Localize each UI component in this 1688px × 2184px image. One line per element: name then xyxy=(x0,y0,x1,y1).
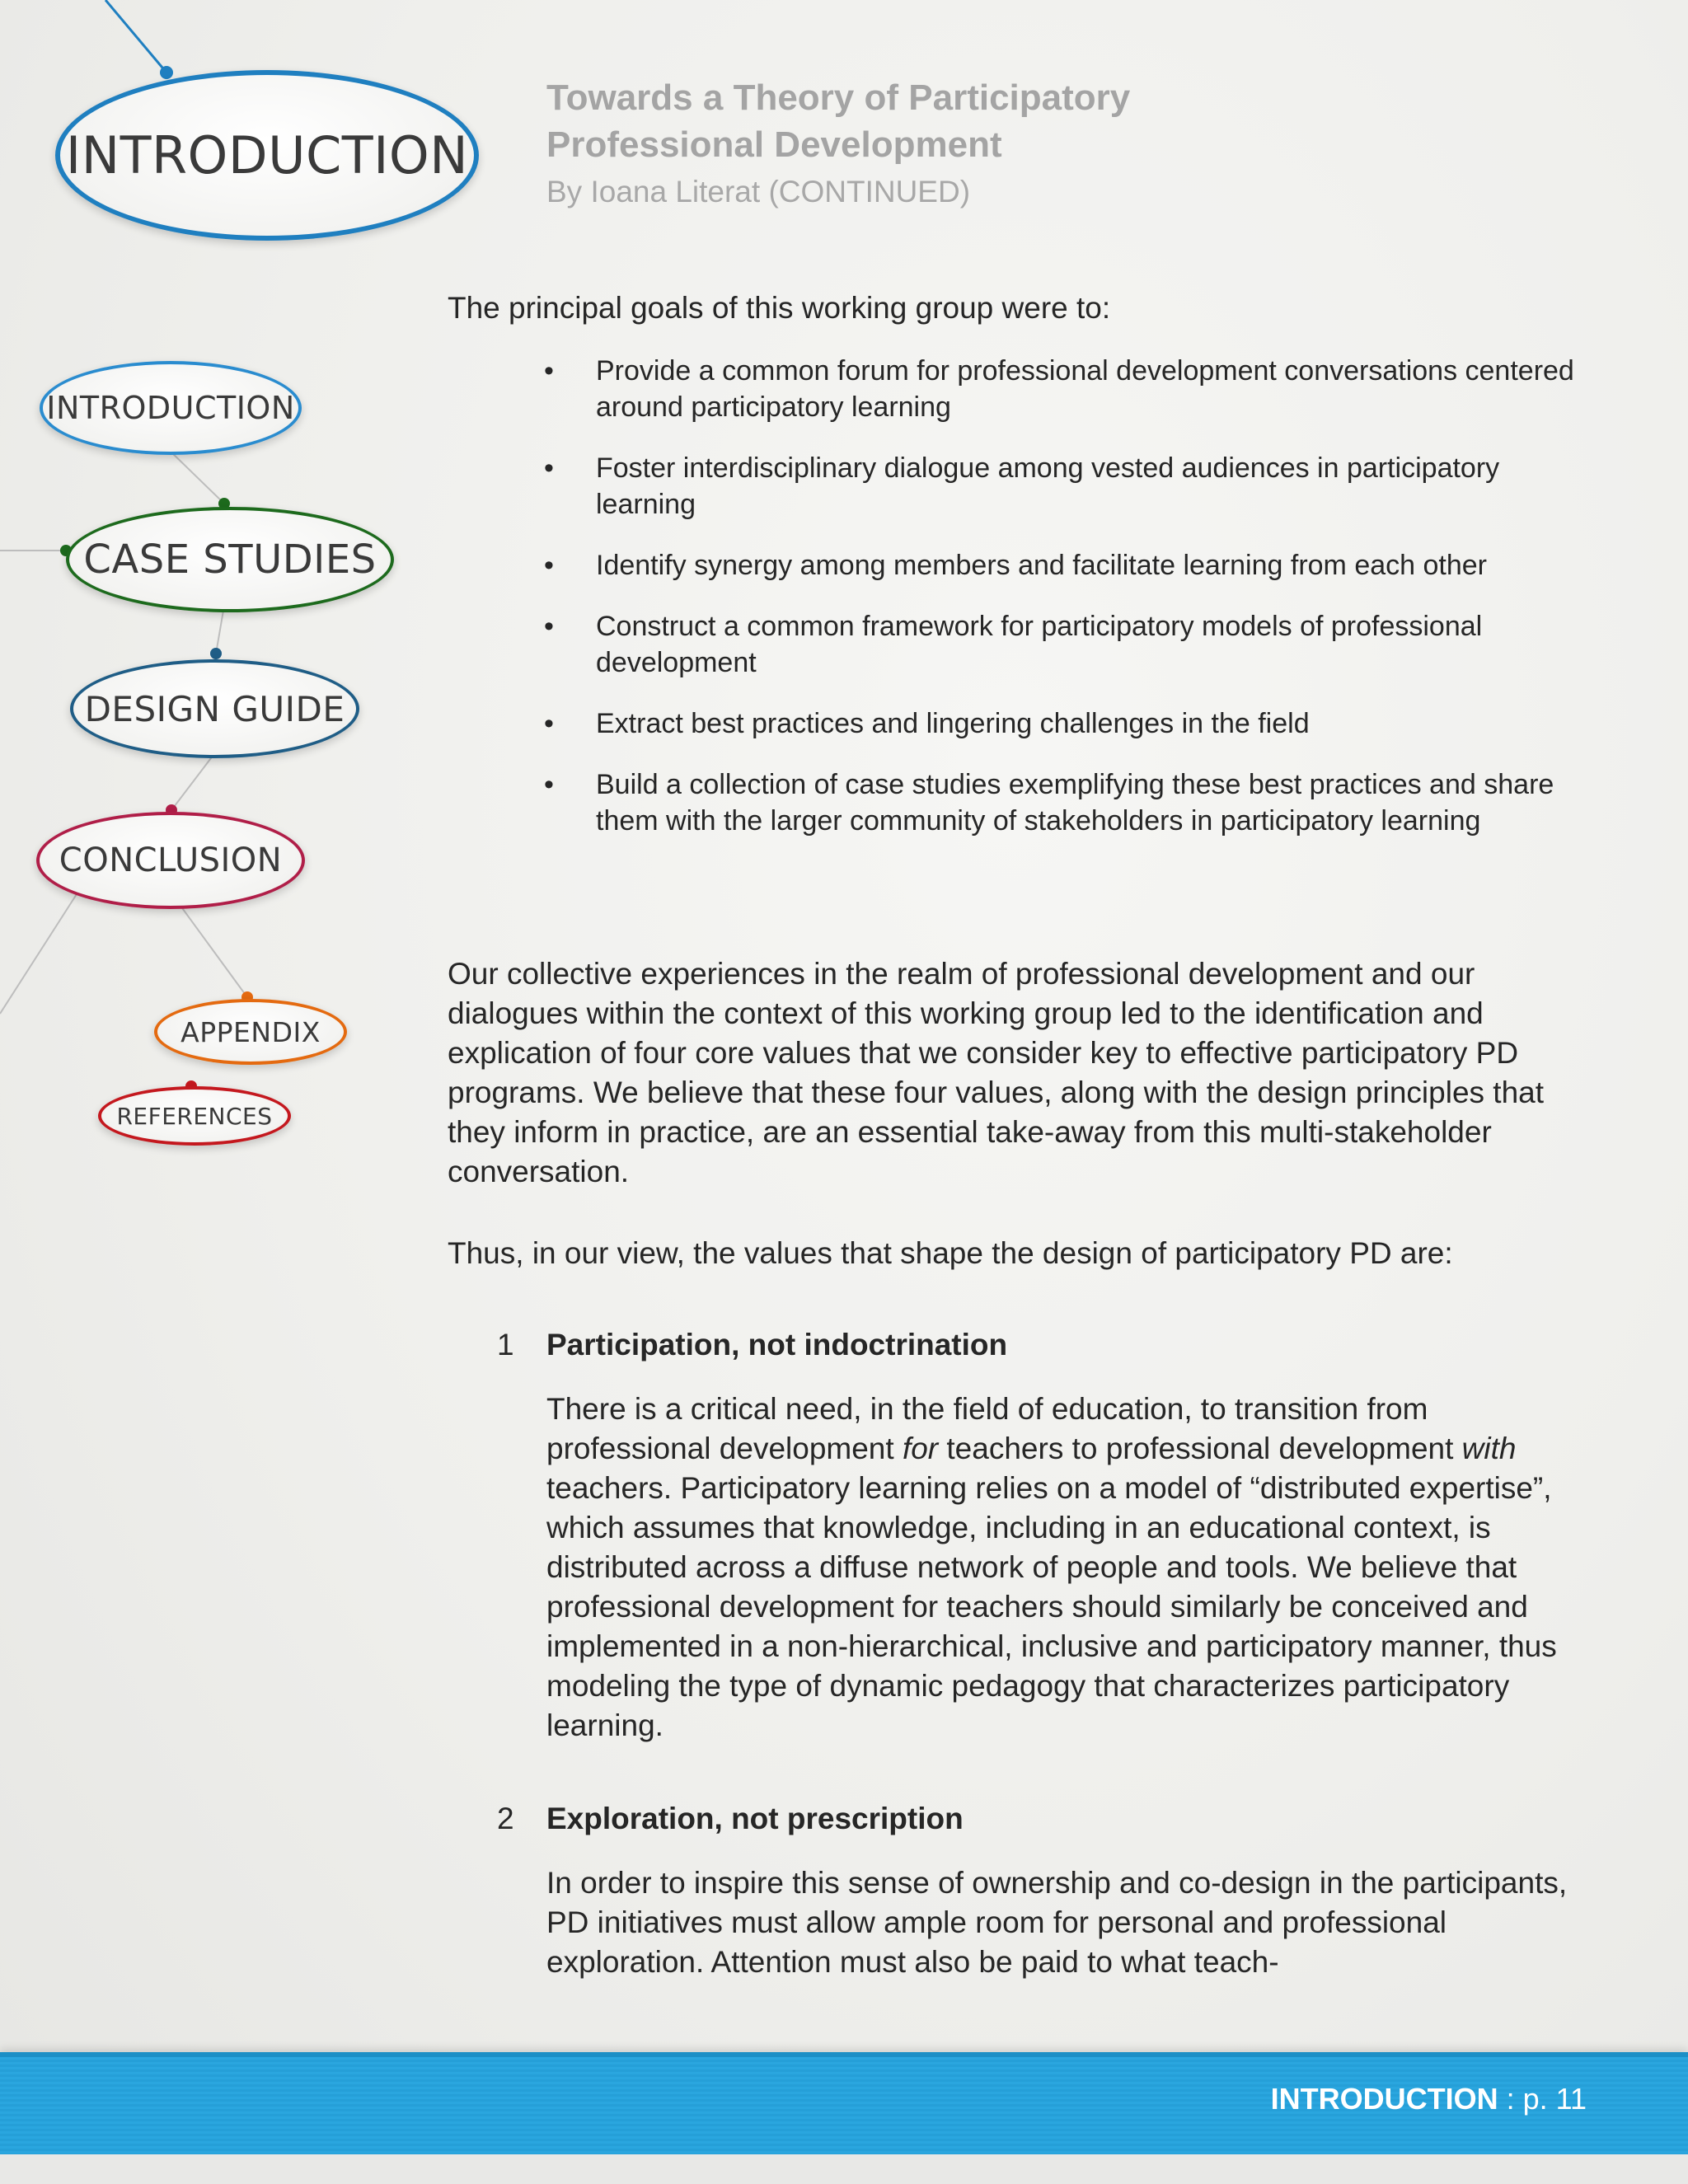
footer-section-label[interactable]: INTRODUCTION xyxy=(1270,2082,1498,2116)
list-item xyxy=(544,547,1591,583)
value-number: 2 xyxy=(497,1802,514,1835)
main-connector-line xyxy=(106,0,166,73)
nav-item-case-studies[interactable]: CASE STUDIES xyxy=(66,507,394,612)
value-heading: Participation, not indoctrination xyxy=(546,1328,1008,1361)
emphasis-with: with xyxy=(1461,1432,1517,1465)
value-text-part: There is a critical need, in the field of education, to transition from professional development xyxy=(546,1392,1428,1465)
page-indicator xyxy=(1271,2082,1587,2116)
list-item-text: Provide a common forum for professional development conversations centered around participatory learning xyxy=(596,355,1574,423)
page-bottom-margin xyxy=(0,2154,1688,2184)
value-text-part: teachers. Participatory learning relies on a model of “distributed expertise”, which assumes that knowledge, including in an educational context, is distributed across a diffuse network of people and tools. We believe that professional development for teachers should similarly be conceived and implemented in a non-hierarchical, inclusive and participatory manner, thus modeling the type of dynamic pedagogy that characterizes participatory learning. xyxy=(546,1471,1557,1742)
bullet-icon: • xyxy=(544,708,554,739)
core-values-paragraph: Our collective experiences in the realm of professional development and our dialogues within the context of this working group led to the identification and explication of four core values that we consider key to effective participatory PD programs. We believe that these four values, along with the design principles that they inform in practice, are an essential take-away from this multi-stakeholder conversation. xyxy=(448,957,1545,1188)
list-item xyxy=(544,450,1591,523)
value-text: In order to inspire this sense of ownership and co-design in the participants, PD initiatives must allow ample room for personal and professional exploration. Attention must also be paid to what teach- xyxy=(546,1866,1568,1979)
list-item-text: Identify synergy among members and facilitate learning from each other xyxy=(596,550,1487,581)
bullet-icon: • xyxy=(544,550,554,581)
list-item xyxy=(544,766,1591,839)
values-intro-paragraph: Thus, in our view, the values that shape the design of participatory PD are: xyxy=(448,1236,1453,1270)
list-item-text: Construct a common framework for participatory models of professional development xyxy=(596,611,1483,678)
bullet-icon: • xyxy=(544,452,554,484)
footer-separator: : xyxy=(1498,2082,1523,2116)
list-item-text: Extract best practices and lingering challenges in the field xyxy=(596,708,1310,739)
nav-item-introduction[interactable]: INTRODUCTION xyxy=(40,361,302,455)
emphasis-for: for xyxy=(902,1432,939,1465)
list-item xyxy=(544,353,1591,425)
page-number: p. 11 xyxy=(1522,2082,1587,2116)
nav-item-appendix[interactable]: APPENDIX xyxy=(154,999,347,1065)
nav-item-design-guide[interactable]: DESIGN GUIDE xyxy=(70,659,359,758)
list-item xyxy=(544,608,1591,681)
bullet-icon: • xyxy=(544,611,554,642)
current-section-badge: INTRODUCTION xyxy=(55,70,479,241)
bullet-icon: • xyxy=(544,355,554,387)
article-title xyxy=(546,74,1288,168)
value-text xyxy=(546,1390,1593,1746)
value-heading: Exploration, not prescription xyxy=(546,1802,964,1835)
value-text-part: teachers to professional development xyxy=(938,1432,1462,1465)
goals-intro: The principal goals of this working group were to: xyxy=(448,291,1111,325)
list-item xyxy=(544,705,1591,742)
nav-item-conclusion[interactable]: CONCLUSION xyxy=(36,812,305,909)
title-line-1: Towards a Theory of Participatory xyxy=(546,77,1131,118)
nav-item-references[interactable]: REFERENCES xyxy=(98,1086,291,1146)
list-item-text: Foster interdisciplinary dialogue among vested audiences in participatory learning xyxy=(596,452,1500,520)
list-item-text: Build a collection of case studies exemplifying these best practices and share them with the larger community of stakeholders in participatory learning xyxy=(596,769,1554,837)
byline: By Ioana Literat (CONTINUED) xyxy=(546,175,971,209)
title-line-2: Professional Development xyxy=(546,124,1002,165)
goals-list xyxy=(544,353,1591,864)
value-number: 1 xyxy=(497,1328,514,1361)
footer-bar xyxy=(0,2052,1688,2154)
bullet-icon: • xyxy=(544,769,554,800)
